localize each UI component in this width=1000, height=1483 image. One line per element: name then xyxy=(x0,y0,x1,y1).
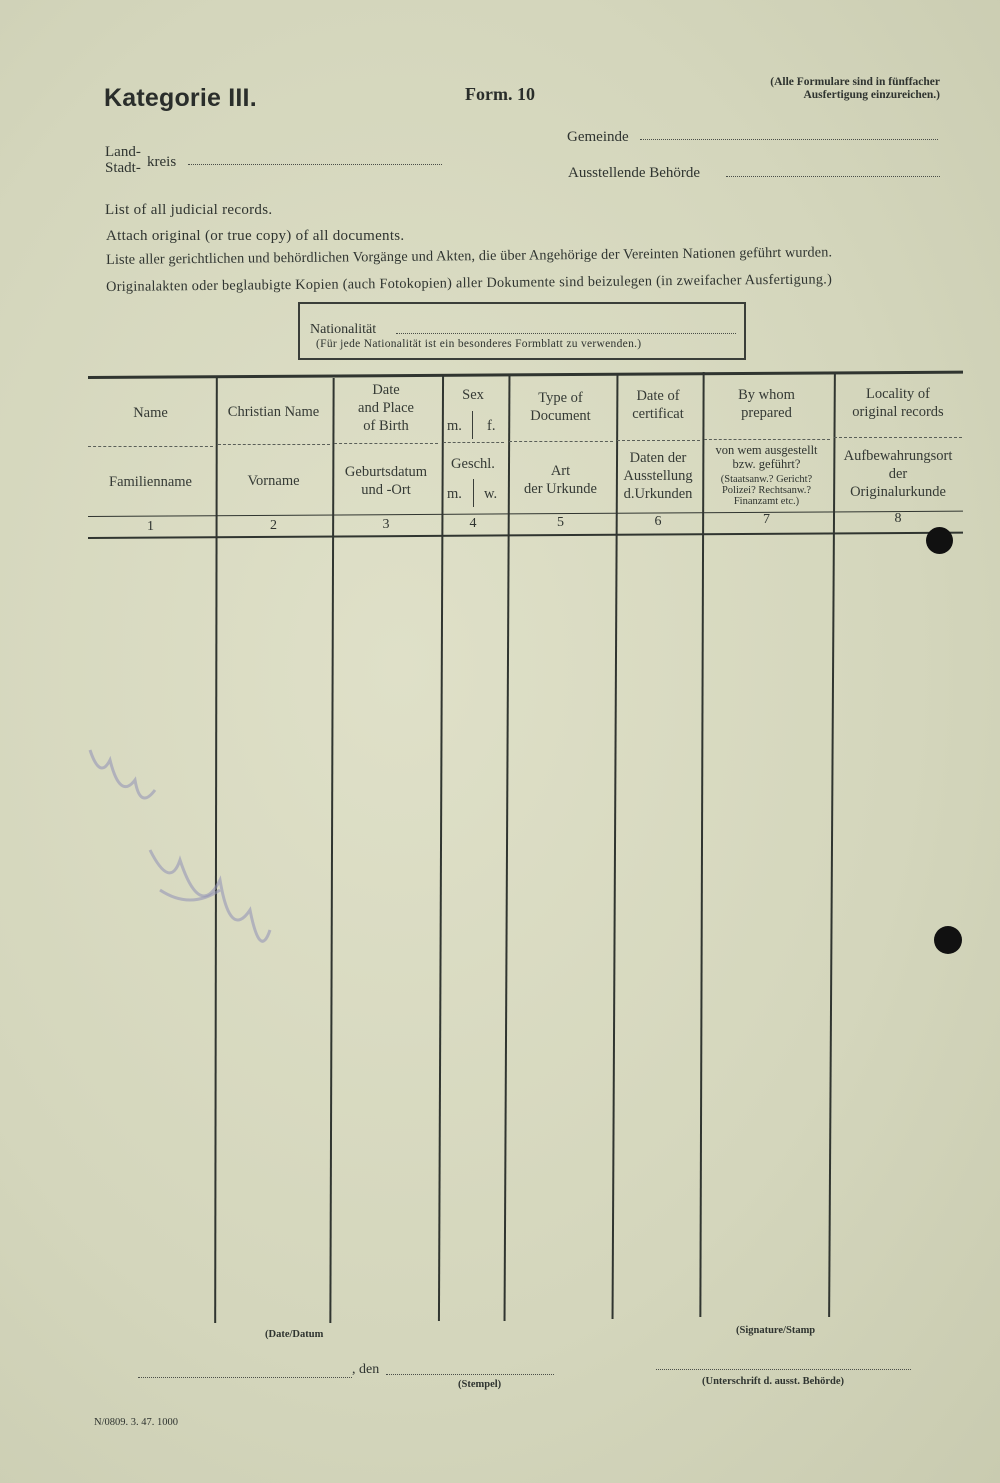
col6-header-en-line: Date of xyxy=(636,388,680,404)
col1-header-de: Familienname xyxy=(109,474,192,490)
punch-hole xyxy=(934,926,962,954)
instruction-line-1: List of all judicial records. xyxy=(105,202,273,218)
col8-header-en-line: Locality of xyxy=(865,386,931,402)
header-separator xyxy=(443,442,504,443)
col4-number: 4 xyxy=(469,516,477,531)
faint-pencil-marks xyxy=(60,730,280,1030)
col4-header-de: Geschl. xyxy=(451,456,495,472)
col6-header-de-line: d.Urkunden xyxy=(623,486,693,502)
col3-header-en xyxy=(333,381,439,435)
col2-header-de: Vorname xyxy=(247,473,300,489)
copies-note-line2: Ausfertigung einzureichen.) xyxy=(803,89,940,101)
col5-header-en xyxy=(508,389,613,425)
col5-header-de xyxy=(508,462,613,498)
den-label: , den xyxy=(352,1362,380,1377)
header-separator xyxy=(617,440,700,441)
col8-header-de-line: der xyxy=(888,466,908,482)
land-label: Land- xyxy=(105,144,141,160)
header-separator xyxy=(509,441,613,442)
col4-header-de-m: m. xyxy=(447,486,462,502)
col3-header-en-line: and Place xyxy=(358,400,414,416)
col6-header-en xyxy=(616,387,700,423)
sex-divider-en xyxy=(472,411,473,439)
col7-header-en-line: prepared xyxy=(741,405,792,421)
header-separator xyxy=(834,437,962,438)
table-top-rule xyxy=(88,371,963,379)
header-separator xyxy=(218,444,330,445)
form-title: Kategorie III. xyxy=(104,84,257,112)
unterschrift-caption: (Unterschrift d. ausst. Behörde) xyxy=(702,1376,845,1387)
col4-header-en-m: m. xyxy=(447,418,462,434)
col5-header-de-line: Art xyxy=(550,463,571,479)
col2-number: 2 xyxy=(270,518,277,533)
col1-number: 1 xyxy=(147,519,154,534)
behoerde-field[interactable] xyxy=(726,175,940,177)
nationality-hint: (Für jede Nationalität ist ein besonderes Formblatt zu verwenden.) xyxy=(316,338,642,350)
col8-number: 8 xyxy=(894,511,902,526)
col3-header-en-line: of Birth xyxy=(363,418,409,434)
col5-number: 5 xyxy=(557,515,564,530)
col6-header-de-line: Ausstellung xyxy=(623,468,693,484)
col4-header-en-f: f. xyxy=(487,418,496,434)
col4-header-de-w: w. xyxy=(484,486,498,502)
nationality-label: Nationalität xyxy=(310,322,377,337)
col7-header-en xyxy=(703,386,830,422)
col6-number: 6 xyxy=(654,514,662,529)
col3-number: 3 xyxy=(382,517,390,532)
col7-example-line: Finanzamt etc.) xyxy=(733,496,800,507)
col3-header-en-line: Date xyxy=(372,382,400,398)
stempel-caption: (Stempel) xyxy=(458,1379,502,1390)
nationality-field[interactable] xyxy=(396,332,736,334)
col6-header-de-line: Daten der xyxy=(629,450,687,466)
col5-header-de-line: der Urkunde xyxy=(524,481,597,497)
col8-header-en-line: original records xyxy=(852,404,944,420)
landkreis-label xyxy=(105,144,141,176)
col8-header-en xyxy=(833,385,963,421)
col7-header-de xyxy=(703,443,830,471)
stadt-label: Stadt- xyxy=(105,160,141,176)
date-field[interactable] xyxy=(386,1373,554,1375)
col7-header-de-examples xyxy=(703,474,830,507)
col8-header-de xyxy=(833,447,963,501)
copies-note-line1: (Alle Formulare sind in fünffacher xyxy=(770,76,940,88)
col7-header-de-line: bzw. geführt? xyxy=(732,457,801,471)
col3-header-de-line: Geburtsdatum xyxy=(344,464,428,480)
col1-header-en: Name xyxy=(133,405,168,421)
col6-header-de xyxy=(616,449,700,503)
copies-note xyxy=(690,76,940,102)
col7-header-de-line: von wem ausgestellt xyxy=(715,443,818,457)
place-field[interactable] xyxy=(138,1376,352,1378)
instruction-line-3: Liste aller gerichtlichen und behördlichen Vorgänge und Akten, die über Angehörige der Vereinten Nationen geführt wurden. xyxy=(106,244,833,268)
signature-caption: (Signature/Stamp xyxy=(736,1325,816,1336)
punch-hole xyxy=(926,527,953,554)
col2-header-en: Christian Name xyxy=(227,404,320,420)
instruction-line-4: Originalakten oder beglaubigte Kopien (auch Fotokopien) aller Dokumente sind beizulegen (in zweifacher Ausfertigung.) xyxy=(106,271,833,295)
col4-header-en: Sex xyxy=(462,387,484,403)
gemeinde-label: Gemeinde xyxy=(567,129,629,145)
col3-header-de-line: und -Ort xyxy=(361,482,411,498)
form-number: Form. 10 xyxy=(465,84,535,104)
col8-header-de-line: Aufbewahrungsort xyxy=(843,448,953,464)
col5-header-en-line: Type of xyxy=(538,390,583,406)
col7-header-en-line: By whom xyxy=(738,387,795,403)
header-separator xyxy=(704,439,830,440)
signature-field[interactable] xyxy=(656,1368,911,1370)
behoerde-label: Ausstellende Behörde xyxy=(568,165,701,181)
landkreis-field[interactable] xyxy=(188,163,442,165)
sex-divider-de xyxy=(473,479,474,507)
header-separator xyxy=(88,446,213,447)
kreis-label: kreis xyxy=(147,154,177,170)
header-separator xyxy=(334,443,438,444)
col8-header-de-line: Originalurkunde xyxy=(850,484,946,500)
print-code: N/0809. 3. 47. 1000 xyxy=(94,1417,178,1428)
col6-header-en-line: certificat xyxy=(632,406,684,422)
gemeinde-field[interactable] xyxy=(640,138,938,140)
col7-number: 7 xyxy=(763,512,770,527)
col7-example-line: Polizei? Rechtsanw.? xyxy=(721,485,812,496)
col5-header-en-line: Document xyxy=(530,408,591,424)
instruction-line-2: Attach original (or true copy) of all documents. xyxy=(106,228,405,244)
col3-header-de xyxy=(333,463,439,499)
date-caption: (Date/Datum xyxy=(265,1329,324,1340)
col7-example-line: (Staatsanw.? Gericht? xyxy=(720,474,813,485)
